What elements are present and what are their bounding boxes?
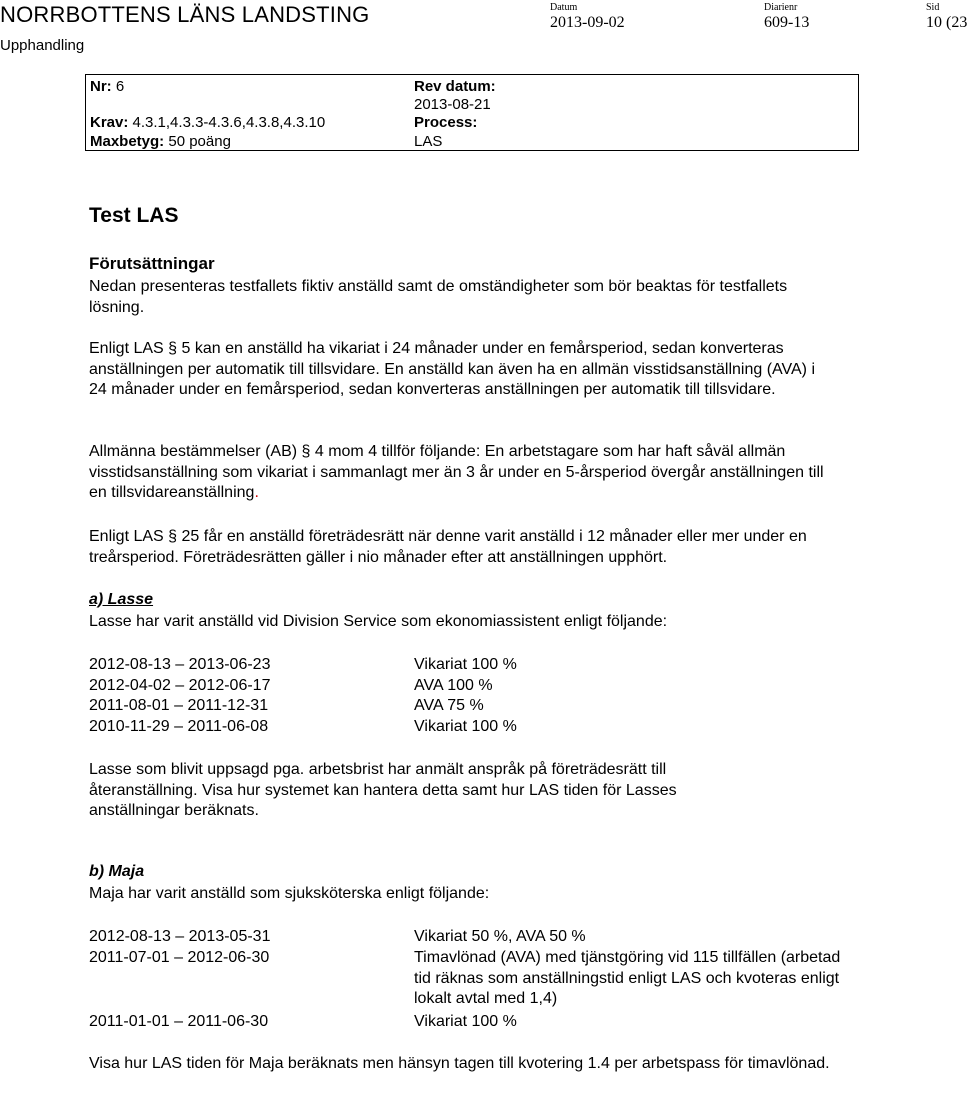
case-a-period: 2012-08-13 – 2013-06-23	[89, 656, 271, 673]
paragraph-las-5: Enligt LAS § 5 kan en anställd ha vikariat i 24 månader under en femårsperiod, sedan konverteras anställningen per automatik till tillsvidare. En anställd kan även ha en allmän visstidsanställning (AVA) i 24 månader under en femårsperiod, sedan konverteras anställningen per automatik till tillsvidare.	[89, 340, 816, 399]
paragraph-ab-4-end: .	[254, 484, 259, 502]
department-name: Upphandling	[0, 37, 85, 54]
maxbetyg-line	[90, 133, 231, 151]
page-number: 10 (23	[926, 14, 967, 31]
maxbetyg-value: 50 poäng	[164, 133, 231, 150]
case-a-type: Vikariat 100 %	[414, 656, 517, 673]
rev-date-value: 2013-08-21	[414, 96, 491, 113]
case-a-type: AVA 75 %	[414, 697, 484, 714]
case-a-period: 2011-08-01 – 2011-12-31	[89, 697, 269, 714]
case-a-period: 2012-04-02 – 2012-06-17	[89, 677, 271, 694]
date-value: 2013-09-02	[550, 14, 625, 31]
krav-label: Krav:	[90, 114, 129, 131]
case-b-heading: b) Maja	[89, 863, 145, 880]
document-title: Test LAS	[89, 204, 179, 227]
nr-label: Nr:	[90, 78, 112, 95]
nr-line	[90, 78, 124, 96]
diary-number-label: Diarienr	[764, 2, 798, 13]
case-a-period: 2010-11-29 – 2011-06-08	[89, 718, 269, 735]
krav-line	[90, 114, 325, 132]
date-label: Datum	[550, 2, 578, 13]
paragraph-las-25: Enligt LAS § 25 får en anställd företrädesrätt när denne varit anställd i 12 månader eller mer under en treårsperiod. Företrädesrätten gäller i nio månader efter att anställningen upphört.	[89, 528, 807, 566]
process-value: LAS	[414, 133, 443, 150]
case-b-intro: Maja har varit anställd som sjuksköterska enligt följande:	[89, 885, 490, 902]
diary-number-value: 609-13	[764, 14, 810, 31]
case-b-outro: Visa hur LAS tiden för Maja beräknats men hänsyn tagen till kvotering 1.4 per arbetspass för timavlönad.	[89, 1055, 830, 1072]
case-b-period: 2011-01-01 – 2011-06-30	[89, 1013, 269, 1030]
case-b-type: Vikariat 50 %, AVA 50 %	[414, 928, 586, 945]
case-a-outro: Lasse som blivit uppsagd pga. arbetsbrist har anmält anspråk på företrädesrätt till återanställning. Visa hur systemet kan hantera detta samt hur LAS tiden för Lasses anställningar beräknats.	[89, 761, 677, 820]
maxbetyg-label: Maxbetyg:	[90, 133, 165, 150]
paragraph-ab-4-text: Allmänna bestämmelser (AB) § 4 mom 4 tillför följande: En arbetstagare som har haft såväl allmän visstidsanställning som vikariat i sammanlagt mer än 3 år under en 5-årsperiod övergår anställningen till en tillsvidareanställning	[89, 443, 824, 502]
krav-value: 4.3.1,4.3.3-4.3.6,4.3.8,4.3.10	[128, 114, 326, 131]
case-a-type: AVA 100 %	[414, 677, 493, 694]
case-b-period: 2011-07-01 – 2012-06-30	[89, 949, 270, 966]
test-meta-box	[85, 74, 859, 151]
case-a-intro: Lasse har varit anställd vid Division Service som ekonomiassistent enligt följande:	[89, 613, 668, 630]
section-heading: Förutsättningar	[89, 254, 215, 273]
case-b-period: 2012-08-13 – 2013-05-31	[89, 928, 271, 945]
paragraph-intro: Nedan presenteras testfallets fiktiv anställd samt de omständigheter som bör beaktas för testfallets lösning.	[89, 278, 788, 316]
case-a-type: Vikariat 100 %	[414, 718, 517, 735]
organization-name: NORRBOTTENS LÄNS LANDSTING	[0, 2, 370, 27]
nr-value: 6	[111, 78, 125, 95]
process-label: Process:	[414, 114, 478, 131]
case-a-heading: a) Lasse	[89, 591, 154, 608]
paragraph-ab-4	[89, 442, 829, 504]
case-b-type: Vikariat 100 %	[414, 1013, 517, 1030]
rev-date-label: Rev datum:	[414, 78, 496, 95]
page-label: Sid	[926, 2, 940, 13]
case-b-type: Timavlönad (AVA) med tjänstgöring vid 115 tillfällen (arbetad tid räknas som anställningstid enligt LAS och kvoteras enligt lokalt avtal med 1,4)	[414, 949, 841, 1008]
